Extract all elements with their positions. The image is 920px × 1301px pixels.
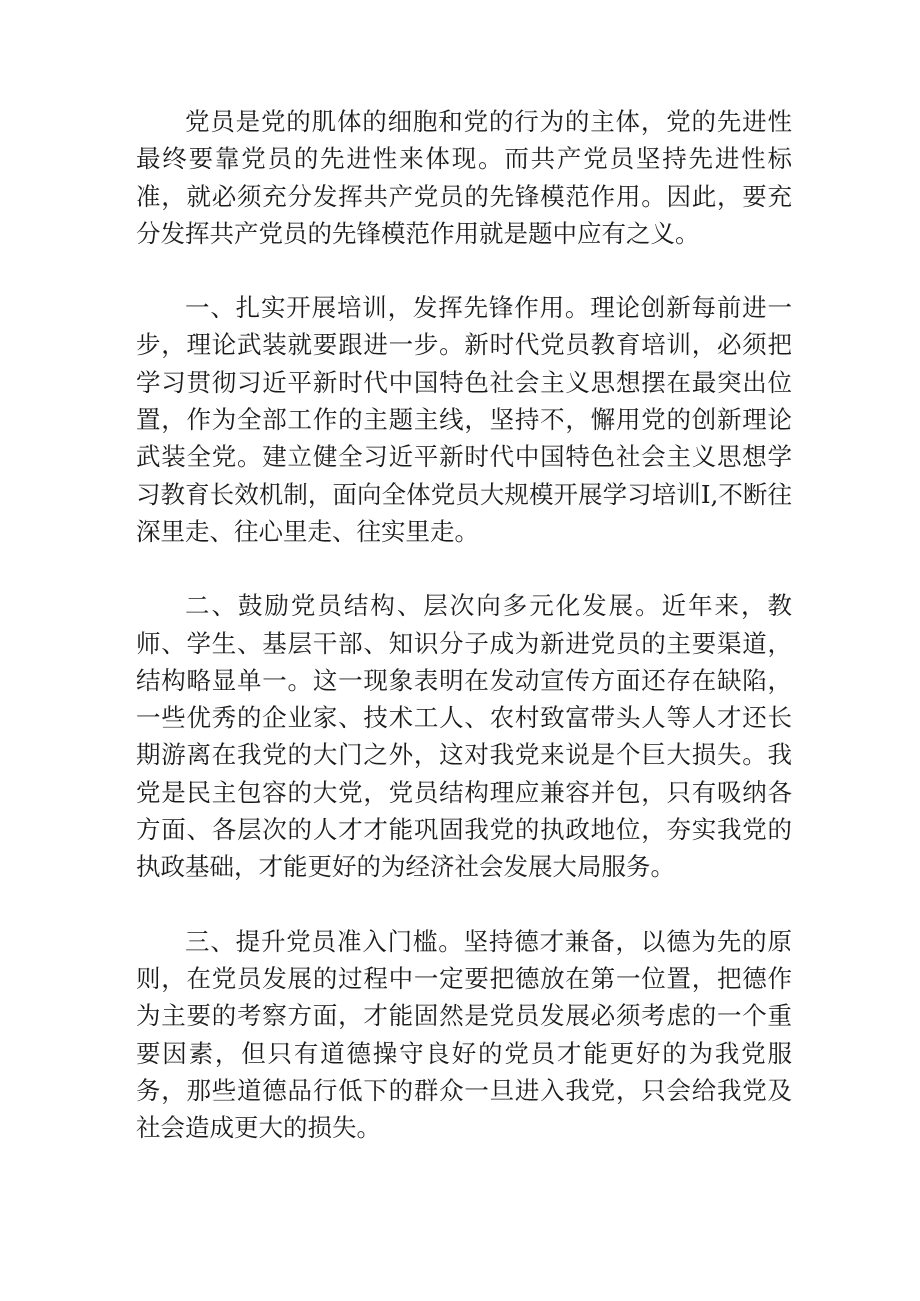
document-body xyxy=(136,103,792,1183)
paragraph-point-one: 一、扎实开展培训，发挥先锋作用。理论创新每前进一步，理论武装就要跟进一步。新时代党员教育培训，必须把学习贯彻习近平新时代中国特色社会主义思想摆在最突出位置，作为全部工作的主题主线，坚持不，懈用党的创新理论武装全党。建立健全习近平新时代中国特色社会主义思想学习教育长效机制，面向全体党员大规模开展学习培训I,不断往深里走、往心里走、往实里走。 xyxy=(136,293,792,546)
paragraph-intro: 党员是党的肌体的细胞和党的行为的主体，党的先进性最终要靠党员的先进性来体现。而共产党员坚持先进性标准，就必须充分发挥共产党员的先锋模范作用。因此，要充分发挥共产党员的先锋模范作用就是题中应有之义。 xyxy=(136,107,792,248)
paragraph-point-three: 三、提升党员准入门槛。坚持德才兼备，以德为先的原则，在党员发展的过程中一定要把德放在第一位置，把德作为主要的考察方面，才能固然是党员发展必须考虑的一个重要因素，但只有道德操守良好的党员才能更好的为我党服务，那些道德品行低下的群众一旦进入我党，只会给我党及社会造成更大的损失。 xyxy=(136,926,792,1143)
paragraph-point-two: 二、鼓励党员结构、层次向多元化发展。近年来，教师、学生、基层干部、知识分子成为新进党员的主要渠道，结构略显单一。这一现象表明在发动宣传方面还存在缺陷，一些优秀的企业家、技术工人、农村致富带头人等人才还长期游离在我党的大门之外，这对我党来说是个巨大损失。我党是民主包容的大党，党员结构理应兼容并包，只有吸纳各方面、各层次的人才才能巩固我党的执政地位，夯实我党的执政基础，才能更好的为经济社会发展大局服务。 xyxy=(136,591,792,882)
